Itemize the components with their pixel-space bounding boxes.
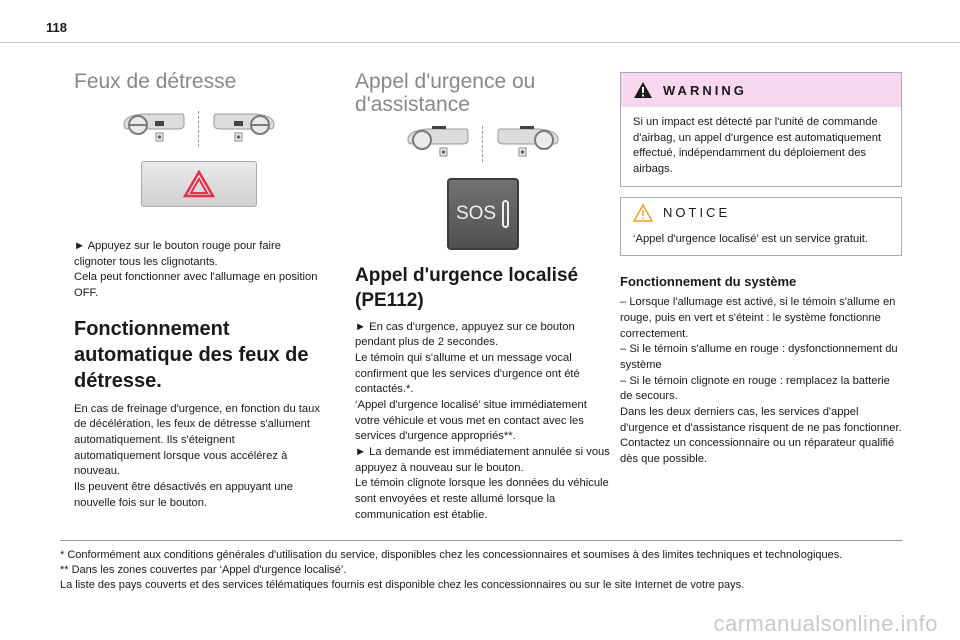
footnotes bbox=[60, 548, 902, 594]
illustration-separator bbox=[198, 111, 200, 147]
right-hand-drive-car-icon bbox=[212, 109, 276, 149]
hazard-triangle-icon bbox=[183, 170, 215, 198]
emergency-title: Appel d'urgence ou d'assistance bbox=[355, 70, 536, 117]
notice-header bbox=[621, 198, 901, 228]
warning-triangle-icon bbox=[633, 81, 653, 99]
warning-box bbox=[620, 72, 902, 187]
warning-text: Si un impact est détecté par l'unité de commande d'airbag, un appel d'urgence est automatiquement effectué, indépendamment du déploiement des airbags. bbox=[633, 116, 882, 176]
warning-label: WARNING bbox=[663, 82, 747, 98]
footnote-2: ** Dans les zones couvertes par ‘Appel d'urgence localisé’. bbox=[60, 564, 347, 577]
footnote-1: * Conformément aux conditions générales d'utilisation du service, disponibles chez les concessionnaires et soumises à des limites techniques et technologiques. bbox=[60, 549, 843, 561]
sos-button-slot bbox=[502, 200, 509, 228]
sos-button-icon bbox=[447, 178, 519, 250]
page-number: 118 bbox=[46, 20, 67, 35]
localized-call-text: ► En cas d'urgence, appuyez sur ce bouton pendant plus de 2 secondes. Le témoin qui s'allume et un message vocal confirment que les services d'urgence ont été contactés.*. ‘Appel d'urgence localisé’ situe immédiatement votre véhicule et vous met en contact avec les services d'urgence appropriés**. ► La demande est immédiatement annulée si vous appuyez à nouveau sur le bouton. Le témoin clignote lorsque les données du véhicule sont envoyées et reste allumé lorsque la communication est établie. bbox=[355, 320, 610, 521]
right-hand-drive-car-icon bbox=[496, 124, 560, 164]
watermark: carmanualsonline.info bbox=[713, 611, 938, 636]
notice-label: NOTICE bbox=[663, 205, 731, 221]
notice-box bbox=[620, 197, 902, 257]
system-title: Fonctionnement du système bbox=[620, 274, 797, 290]
warnings-column bbox=[620, 72, 902, 468]
left-hand-drive-car-icon bbox=[406, 124, 470, 164]
footnote-3: La liste des pays couverts et des services télématiques fournis est disponible chez les concessionnaires ou sur le site Internet de votre pays. bbox=[60, 579, 745, 592]
hazard-button-panel bbox=[141, 161, 257, 207]
warning-header bbox=[621, 73, 901, 107]
notice-text: ‘Appel d'urgence localisé’ est un service gratuit. bbox=[633, 232, 868, 245]
emergency-call-column bbox=[355, 70, 610, 523]
auto-hazard-title: Fonctionnement automatique des feux de détresse. bbox=[74, 317, 309, 392]
localized-call-title: Appel d'urgence localisé (PE112) bbox=[355, 265, 579, 311]
roof-illustration bbox=[355, 124, 610, 164]
hazard-instructions: ► Appuyez sur le bouton rouge pour faire clignoter tous les clignotants. Cela peut fonctionner avec l'allumage en position OFF. bbox=[74, 240, 318, 300]
hazard-lights-column bbox=[74, 70, 324, 511]
sos-label: SOS bbox=[455, 203, 497, 225]
notice-triangle-icon bbox=[633, 204, 653, 222]
system-text: – Lorsque l'allumage est activé, si le témoin s'allume en rouge, puis en vert et s'éteint : le système fonctionne correctement. – Si le témoin s'allume en rouge : dysfonctionnement du système – Si le témoin clignote en rouge : remplacez la batterie de secours. Dans les deux derniers cas, les services d'appel d'urgence et d'assistance risquent de ne pas fonctionner. Contactez un concessionnaire ou un réparateur qualifié dès que possible. bbox=[620, 296, 902, 466]
auto-hazard-text: En cas de freinage d'urgence, en fonction du taux de décélération, les feux de détresse s'allument automatiquement. Ils s'éteignent automatiquement lorsque vous accélérez à nouveau. Ils peuvent être désactivés en appuyant une nouvelle fois sur le bouton. bbox=[74, 402, 320, 509]
left-hand-drive-car-icon bbox=[122, 109, 186, 149]
hazard-title: Feux de détresse bbox=[74, 70, 237, 93]
footnote-divider bbox=[60, 540, 902, 541]
top-divider bbox=[0, 42, 960, 43]
illustration-separator bbox=[482, 126, 484, 162]
dashboard-illustration bbox=[74, 109, 324, 149]
